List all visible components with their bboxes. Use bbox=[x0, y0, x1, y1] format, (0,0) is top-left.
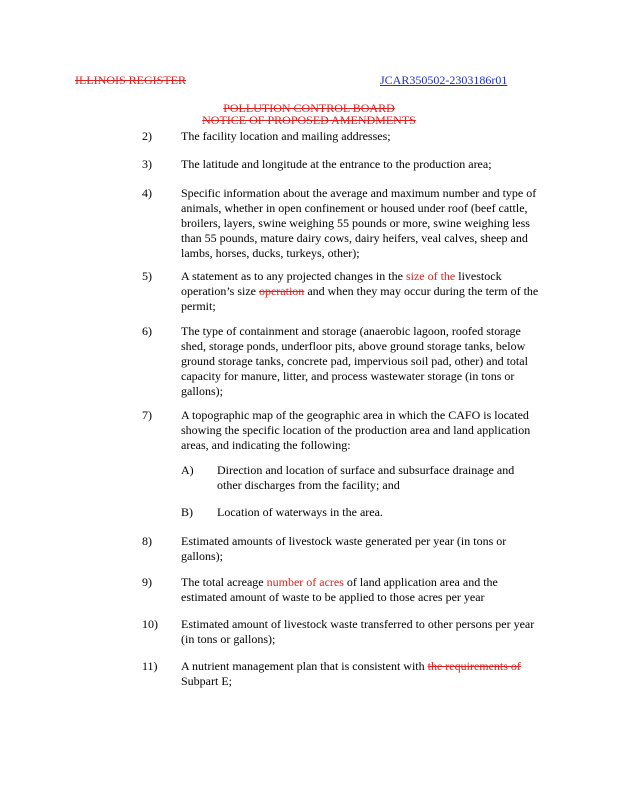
deleted-text: the requirements of bbox=[427, 659, 521, 673]
item-text: The latitude and longitude at the entrance to the production area; bbox=[181, 157, 492, 171]
deleted-text: operation bbox=[258, 284, 305, 298]
agency-title: POLLUTION CONTROL BOARD bbox=[223, 101, 395, 115]
item-number: 5) bbox=[142, 269, 152, 283]
item-number: 11) bbox=[142, 659, 158, 673]
item-number: 7) bbox=[142, 408, 152, 422]
subitem-text: Location of waterways in the area. bbox=[217, 505, 383, 519]
item-text: A nutrient management plan that is consistent with the requirements of Subpart E; bbox=[181, 659, 521, 688]
inserted-text: size of the bbox=[405, 269, 456, 283]
subitem-number: A) bbox=[181, 463, 194, 477]
subitem-text: Direction and location of surface and subsurface drainage and other discharges from the facility; and bbox=[217, 463, 515, 492]
item-text: Specific information about the average and maximum number and type of animals, whether in open confinement or housed under roof (beef cattle, broilers, layers, swine weighing 55 pounds or more, swine weighing less than 55 pounds, mature dairy cows, dairy heifers, veal calves, sheep and lambs, horses, ducks, turkeys, other); bbox=[181, 186, 537, 260]
item-number: 9) bbox=[142, 575, 152, 589]
item-number: 8) bbox=[142, 534, 152, 548]
item-text: The type of containment and storage (anaerobic lagoon, roofed storage shed, storage ponds, underfloor pits, above ground storage tanks, below ground storage tanks, concrete pad, impervious soil pad, other) and total capacity for manure, litter, and process wastewater storage (in tons or gallons); bbox=[181, 324, 528, 398]
inserted-text: number of acres bbox=[266, 575, 344, 589]
notice-title: NOTICE OF PROPOSED AMENDMENTS bbox=[202, 113, 416, 127]
item-text: The total acreage number of acres of land application area and the estimated amount of waste to be applied to those acres per year bbox=[181, 575, 498, 604]
item-number: 4) bbox=[142, 186, 152, 200]
item-number: 6) bbox=[142, 324, 152, 338]
item-text: Estimated amounts of livestock waste generated per year (in tons or gallons); bbox=[181, 534, 507, 563]
item-number: 2) bbox=[142, 129, 152, 143]
item-text: The facility location and mailing addresses; bbox=[181, 129, 391, 143]
item-number: 10) bbox=[142, 617, 158, 631]
item-text: Estimated amount of livestock waste transferred to other persons per year (in tons or gallons); bbox=[181, 617, 535, 646]
item-text: A statement as to any projected changes in the size of the livestock operation’s size operation and when they may occur during the term of the permit; bbox=[181, 269, 539, 313]
item-number: 3) bbox=[142, 157, 152, 171]
register-header: ILLINOIS REGISTER bbox=[75, 73, 186, 87]
subitem-number: B) bbox=[181, 505, 193, 519]
item-text: A topographic map of the geographic area in which the CAFO is located showing the specific location of the production area and land application areas, and indicating the following: bbox=[181, 408, 531, 452]
jcar-reference[interactable]: JCAR350502-2303186r01 bbox=[380, 73, 508, 87]
